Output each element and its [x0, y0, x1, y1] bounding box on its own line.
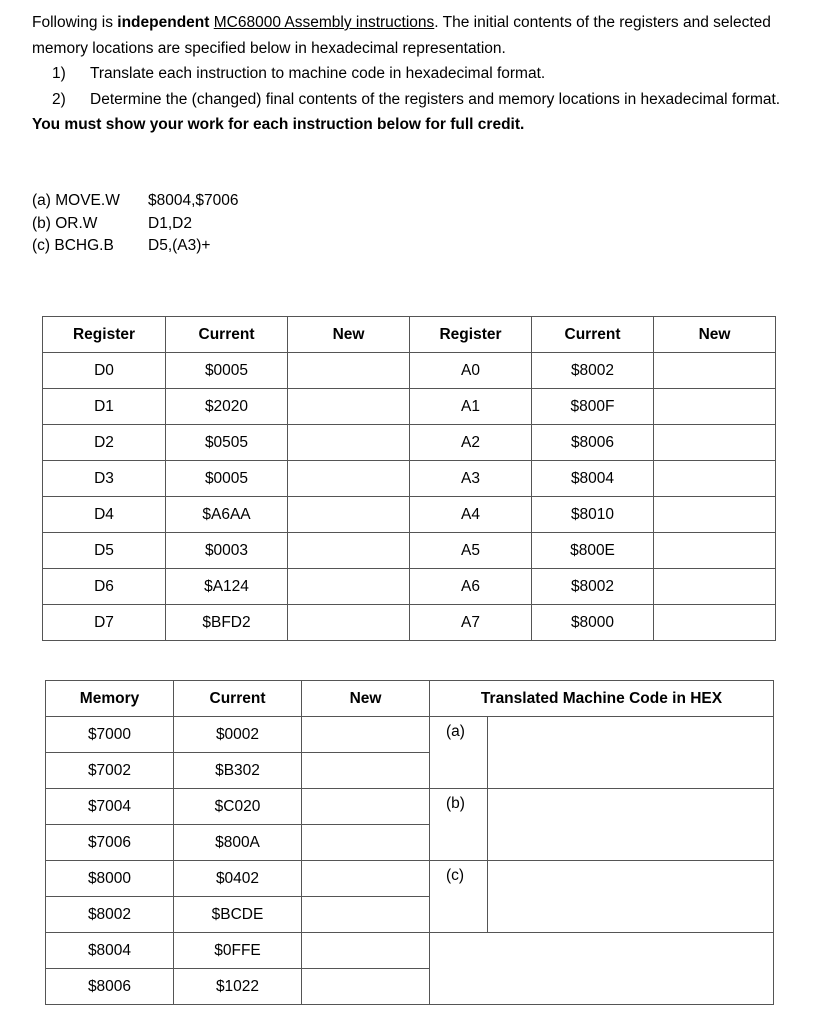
new-value-cell[interactable]	[302, 933, 430, 969]
register-table-body	[43, 353, 776, 641]
machine-code-answer-cell[interactable]	[488, 789, 774, 861]
header-machine-code: Translated Machine Code in HEX	[430, 681, 774, 717]
instruction-operands: D1,D2	[148, 214, 192, 232]
instruction-label: (b) OR.W	[32, 214, 98, 232]
register-name-cell: A7	[410, 605, 532, 641]
new-value-cell[interactable]	[288, 533, 410, 569]
current-value-cell: $8010	[532, 497, 654, 533]
current-value-cell: $2020	[166, 389, 288, 425]
header-new: New	[302, 681, 430, 717]
intro-underlined: MC68000 Assembly instructions	[213, 14, 435, 31]
current-value-cell: $0002	[174, 717, 302, 753]
new-value-cell[interactable]	[288, 569, 410, 605]
current-value-cell: $8000	[532, 605, 654, 641]
empty-cell	[430, 933, 774, 1005]
register-row	[43, 497, 776, 533]
memory-address-cell: $7004	[46, 789, 174, 825]
step-2-text: Determine the (changed) final contents of the registers and memory locations in hexadecimal format.	[90, 90, 781, 108]
register-table-head	[43, 317, 776, 353]
new-value-cell[interactable]	[302, 717, 430, 753]
current-value-cell: $B302	[174, 753, 302, 789]
new-value-cell[interactable]	[302, 789, 430, 825]
intro-text-1: Following is	[32, 14, 118, 31]
instruction-label: (a) MOVE.W	[32, 192, 120, 209]
new-value-cell[interactable]	[654, 425, 776, 461]
memory-address-cell: $7002	[46, 753, 174, 789]
register-name-cell: A6	[410, 569, 532, 605]
new-value-cell[interactable]	[288, 389, 410, 425]
register-row	[43, 461, 776, 497]
register-name-cell: A0	[410, 353, 532, 389]
header-register: Register	[410, 317, 532, 353]
register-row	[43, 353, 776, 389]
new-value-cell[interactable]	[302, 969, 430, 1005]
machine-code-answer-cell[interactable]	[488, 717, 774, 789]
current-value-cell: $0402	[174, 861, 302, 897]
header-register: Register	[43, 317, 166, 353]
register-row	[43, 569, 776, 605]
header-memory: Memory	[46, 681, 174, 717]
instruction-c	[32, 235, 239, 258]
current-value-cell: $8006	[532, 425, 654, 461]
memory-address-cell: $8000	[46, 861, 174, 897]
current-value-cell: $0003	[166, 533, 288, 569]
new-value-cell[interactable]	[288, 425, 410, 461]
new-value-cell[interactable]	[654, 533, 776, 569]
current-value-cell: $8002	[532, 569, 654, 605]
instruction-b	[32, 213, 239, 236]
instruction-operands: $8004,$7006	[148, 192, 239, 209]
register-header-row	[43, 317, 776, 353]
memory-row	[46, 789, 774, 825]
register-name-cell: A3	[410, 461, 532, 497]
register-name-cell: A4	[410, 497, 532, 533]
new-value-cell[interactable]	[654, 497, 776, 533]
header-current: Current	[166, 317, 288, 353]
instruction-operands: D5,(A3)+	[148, 237, 211, 254]
problem-statement	[32, 10, 802, 138]
header-current: Current	[532, 317, 654, 353]
step-1	[32, 61, 802, 87]
step-1-text: Translate each instruction to machine code in hexadecimal format.	[90, 65, 546, 82]
register-name-cell: D0	[43, 353, 166, 389]
instruction-a	[32, 190, 239, 213]
instruction-label: (c) BCHG.B	[32, 237, 114, 254]
intro-paragraph	[32, 10, 802, 61]
machine-code-label: (a)	[430, 717, 488, 789]
register-name-cell: D1	[43, 389, 166, 425]
new-value-cell[interactable]	[654, 461, 776, 497]
register-row	[43, 389, 776, 425]
memory-address-cell: $8002	[46, 897, 174, 933]
steps-list	[32, 61, 802, 112]
new-value-cell[interactable]	[288, 353, 410, 389]
current-value-cell: $BFD2	[166, 605, 288, 641]
current-value-cell: $A6AA	[166, 497, 288, 533]
new-value-cell[interactable]	[654, 605, 776, 641]
current-value-cell: $0005	[166, 461, 288, 497]
new-value-cell[interactable]	[302, 753, 430, 789]
register-row	[43, 425, 776, 461]
current-value-cell: $A124	[166, 569, 288, 605]
memory-table	[45, 680, 774, 1005]
current-value-cell: $0005	[166, 353, 288, 389]
current-value-cell: $0FFE	[174, 933, 302, 969]
register-name-cell: D7	[43, 605, 166, 641]
memory-table-body	[46, 717, 774, 1005]
memory-address-cell: $8006	[46, 969, 174, 1005]
memory-header-row	[46, 681, 774, 717]
new-value-cell[interactable]	[654, 569, 776, 605]
register-row	[43, 605, 776, 641]
memory-row	[46, 861, 774, 897]
new-value-cell[interactable]	[302, 861, 430, 897]
intro-bold-independent: independent	[117, 14, 210, 31]
register-name-cell: A1	[410, 389, 532, 425]
current-value-cell: $800E	[532, 533, 654, 569]
new-value-cell[interactable]	[302, 897, 430, 933]
register-name-cell: D4	[43, 497, 166, 533]
requirement-text: You must show your work for each instruction below for full credit.	[32, 116, 525, 133]
current-value-cell: $800F	[532, 389, 654, 425]
machine-code-answer-cell[interactable]	[488, 861, 774, 933]
memory-address-cell: $7006	[46, 825, 174, 861]
machine-code-label: (c)	[430, 861, 488, 933]
new-value-cell[interactable]	[288, 605, 410, 641]
memory-address-cell: $7000	[46, 717, 174, 753]
memory-address-cell: $8004	[46, 933, 174, 969]
new-value-cell[interactable]	[654, 389, 776, 425]
header-new: New	[288, 317, 410, 353]
new-value-cell[interactable]	[288, 497, 410, 533]
memory-table-head	[46, 681, 774, 717]
current-value-cell: $C020	[174, 789, 302, 825]
register-name-cell: D3	[43, 461, 166, 497]
intro-text-2: . The initial contents of the registers and selected memory locations are specified below in hexadecimal representation.	[32, 14, 771, 57]
memory-row	[46, 933, 774, 969]
step-2-number: 2)	[52, 90, 66, 108]
new-value-cell[interactable]	[654, 353, 776, 389]
new-value-cell[interactable]	[302, 825, 430, 861]
step-1-number: 1)	[52, 65, 66, 82]
register-name-cell: A5	[410, 533, 532, 569]
current-value-cell: $8002	[532, 353, 654, 389]
instruction-list	[32, 190, 239, 258]
register-name-cell: D6	[43, 569, 166, 605]
header-new: New	[654, 317, 776, 353]
register-name-cell: D5	[43, 533, 166, 569]
memory-row	[46, 717, 774, 753]
current-value-cell: $1022	[174, 969, 302, 1005]
register-table	[42, 316, 776, 641]
step-2	[32, 87, 802, 113]
new-value-cell[interactable]	[288, 461, 410, 497]
current-value-cell: $800A	[174, 825, 302, 861]
register-name-cell: A2	[410, 425, 532, 461]
register-row	[43, 533, 776, 569]
current-value-cell: $BCDE	[174, 897, 302, 933]
machine-code-label: (b)	[430, 789, 488, 861]
current-value-cell: $0505	[166, 425, 288, 461]
current-value-cell: $8004	[532, 461, 654, 497]
register-name-cell: D2	[43, 425, 166, 461]
header-current: Current	[174, 681, 302, 717]
